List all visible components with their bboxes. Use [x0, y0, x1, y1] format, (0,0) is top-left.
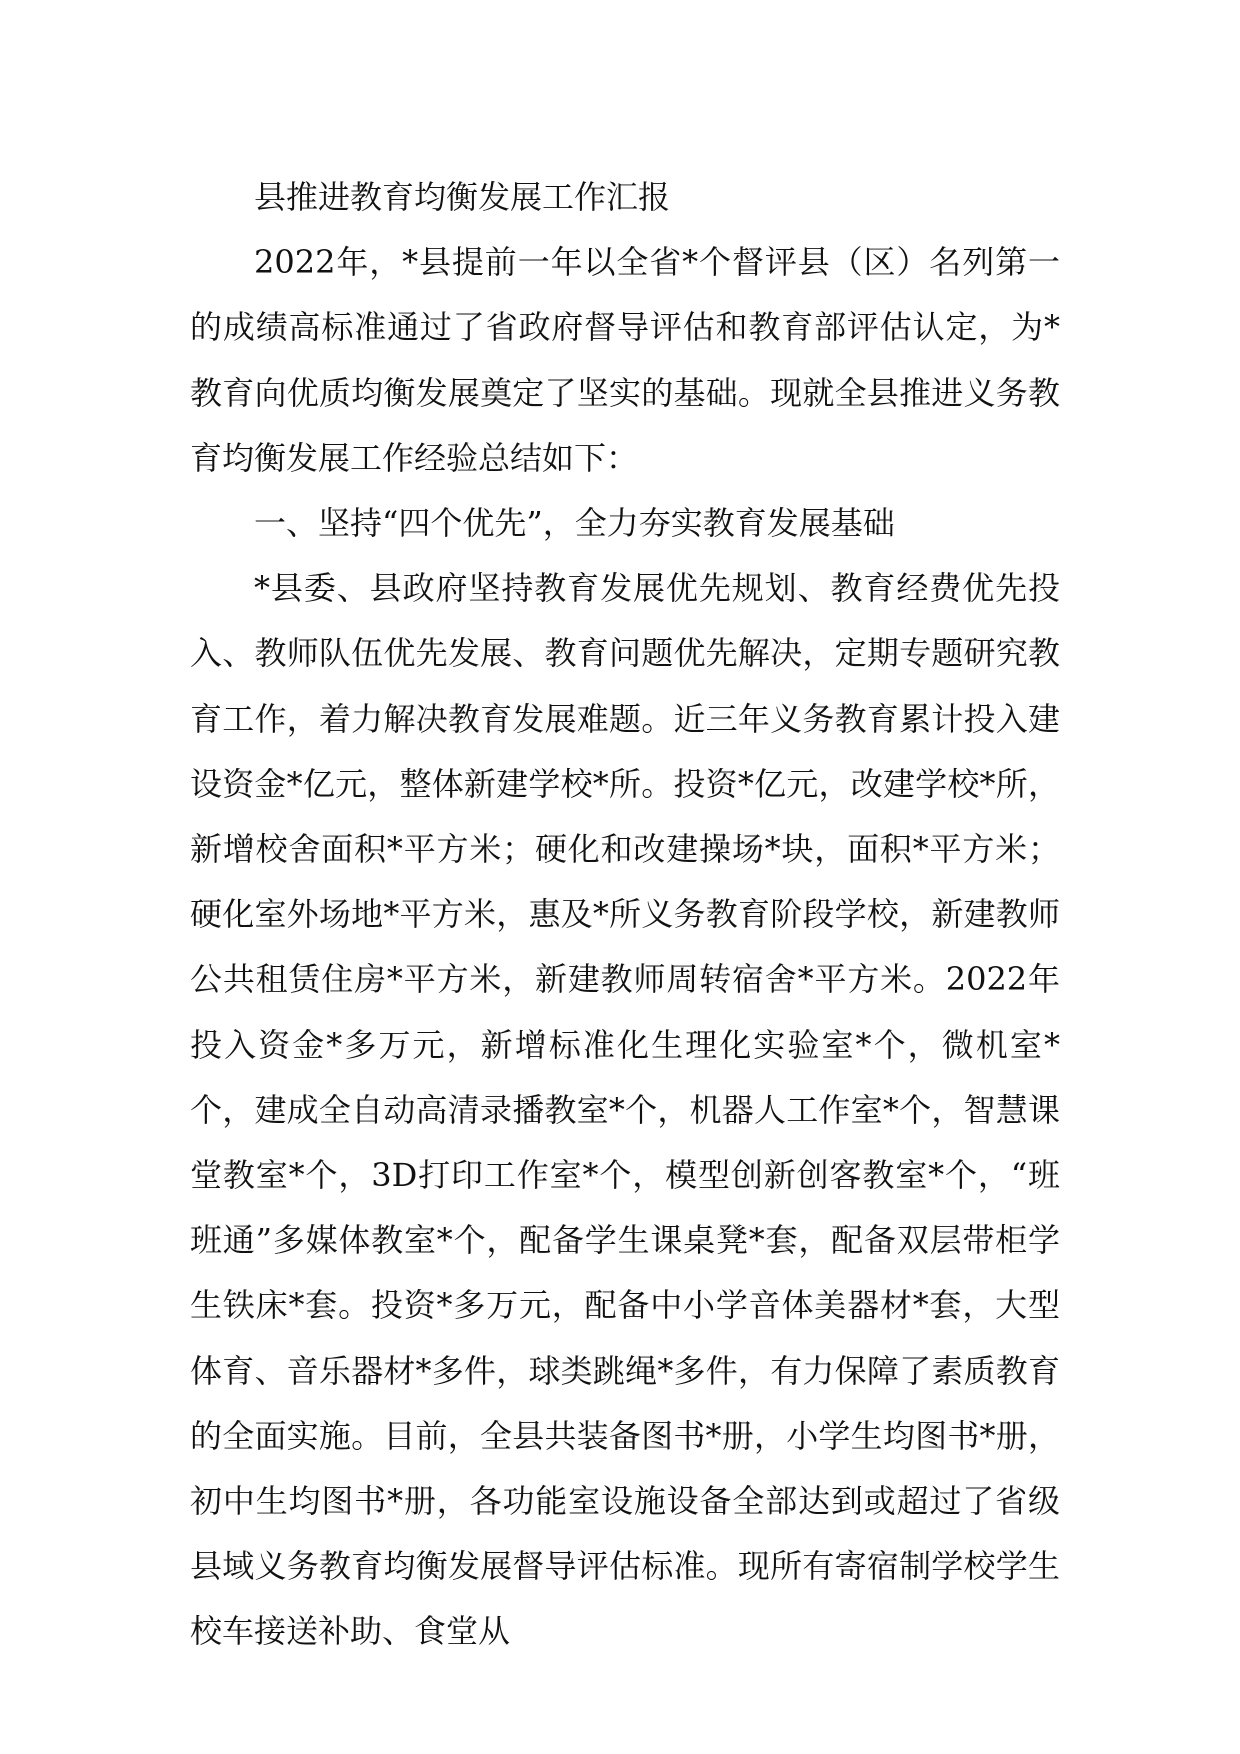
document-body — [190, 165, 1060, 1665]
section-heading: 一、坚持“四个优先”，全力夯实教育发展基础 — [254, 504, 895, 543]
section-body-paragraph: *县委、县政府坚持教育发展优先规划、教育经费优先投入、教师队伍优先发展、教育问题优先解决，定期专题研究教育工作，着力解决教育发展难题。近三年义务教育累计投入建设资金*亿元，整体新建学校*所。投资*亿元，改建学校*所，新增校舍面积*平方米；硬化和改建操场*块，面积*平方米；硬化室外场地*平方米，惠及*所义务教育阶段学校，新建教师公共租赁住房*平方米，新建教师周转宿舍*平方米。2022年投入资金*多万元，新增标准化生理化实验室*个，微机室*个，建成全自动高清录播教室*个，机器人工作室*个，智慧课堂教室*个，3D打印工作室*个，模型创新创客教室*个，“班班通”多媒体教室*个，配备学生课桌凳*套，配备双层带柜学生铁床*套。投资*多万元，配备中小学音体美器材*套，大型体育、音乐器材*多件，球类跳绳*多件，有力保障了素质教育的全面实施。目前，全县共装备图书*册，小学生均图书*册，初中生均图书*册，各功能室设施设备全部达到或超过了省级县域义务教育均衡发展督导评估标准。现所有寄宿制学校学生校车接送补助、食堂从 — [190, 569, 1060, 1651]
document-title: 县推进教育均衡发展工作汇报 — [254, 178, 671, 216]
intro-paragraph: 2022年，*县提前一年以全省*个督评县（区）名列第一的成绩高标准通过了省政府督导评估和教育部评估认定，为*教育向优质均衡发展奠定了坚实的基础。现就全县推进义务教育均衡发展工作经验总结如下： — [190, 243, 1060, 477]
